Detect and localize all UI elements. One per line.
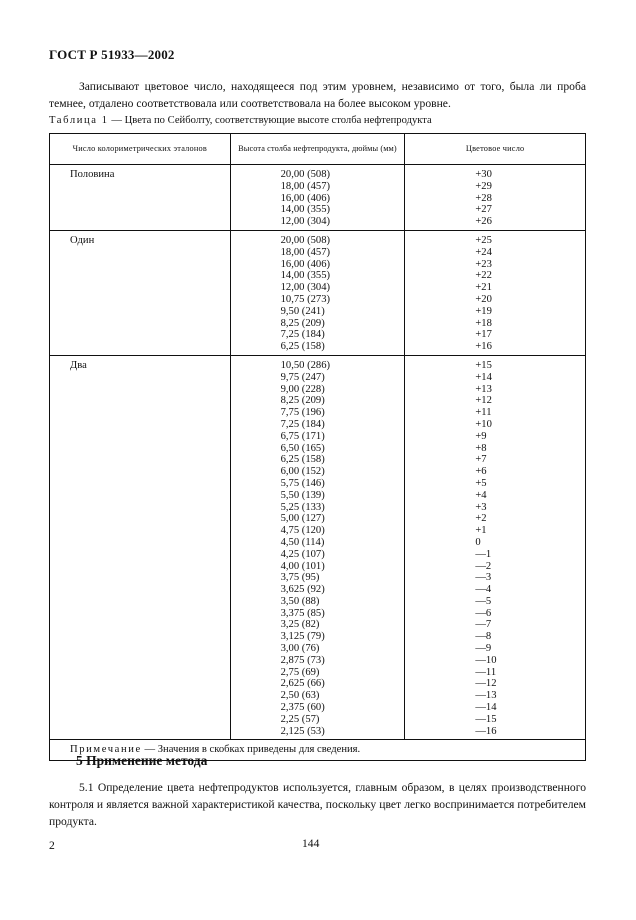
height-value: 6,50 (165)	[280, 442, 325, 454]
height-value: 16,00 (406)	[280, 258, 331, 270]
height-value: 18,00 (457)	[280, 246, 331, 258]
height-value: 4,75 (120)	[280, 525, 325, 537]
height-value: 8,25 (209)	[280, 395, 325, 407]
color-number-value: —1	[475, 548, 492, 560]
group-color-numbers	[405, 355, 586, 740]
height-value: 9,00 (228)	[280, 383, 325, 395]
height-value: 2,50 (63)	[280, 690, 320, 702]
color-number-value: +6	[475, 466, 487, 478]
height-value: 2,625 (66)	[280, 678, 325, 690]
height-value: 18,00 (457)	[280, 180, 331, 192]
color-number-value: +4	[475, 489, 487, 501]
height-value: 3,00 (76)	[280, 643, 320, 655]
color-number-value: —7	[475, 619, 492, 631]
color-number-value: —8	[475, 631, 492, 643]
header-color-number: Цветовое число	[405, 134, 586, 165]
table-group-row	[50, 165, 586, 231]
color-number-value: +20	[475, 293, 492, 305]
color-number-value: +15	[475, 359, 492, 371]
height-value: 20,00 (508)	[280, 234, 331, 246]
height-value: 5,00 (127)	[280, 513, 325, 525]
height-value: 7,25 (184)	[280, 418, 325, 430]
height-value: 6,75 (171)	[280, 430, 325, 442]
section-title: 5 Применение метода	[76, 753, 208, 768]
page-number-center: 144	[302, 837, 320, 850]
color-number-value: +3	[475, 501, 487, 513]
height-value: 4,25 (107)	[280, 548, 325, 560]
intro-paragraph: Записывают цветовое число, находящееся под этим уровнем, независимо от того, была ли проба темнее, отдалено соответствовала или соответствовала на более высоком уровне.	[49, 80, 586, 110]
color-number-value: +29	[475, 180, 492, 192]
color-number-value: +11	[475, 407, 492, 419]
color-number-value: +21	[475, 282, 492, 294]
document-id: ГОСТ Р 51933—2002	[49, 47, 175, 62]
group-label: Один	[50, 230, 231, 355]
height-value: 12,00 (304)	[280, 282, 331, 294]
color-number-value: —15	[475, 713, 497, 725]
table-group-row	[50, 355, 586, 740]
group-label: Два	[50, 355, 231, 740]
height-value: 2,75 (69)	[280, 666, 320, 678]
height-value: 6,00 (152)	[280, 466, 325, 478]
color-number-value: +24	[475, 246, 492, 258]
color-number-value: —11	[475, 666, 497, 678]
table-caption-label: Таблица 1	[49, 115, 109, 126]
color-number-value: +13	[475, 383, 492, 395]
color-number-value: +19	[475, 305, 492, 317]
color-number-value: +28	[475, 192, 492, 204]
color-number-value: —14	[475, 702, 497, 714]
color-number-value: —13	[475, 690, 497, 702]
height-value: 6,25 (158)	[280, 341, 325, 353]
color-number-value: +8	[475, 442, 487, 454]
color-number-value: —12	[475, 678, 497, 690]
table-group-row	[50, 230, 586, 355]
color-number-value: —5	[475, 595, 492, 607]
color-number-value: +27	[475, 204, 492, 216]
color-number-value: 0	[475, 536, 481, 548]
group-heights	[230, 230, 405, 355]
color-number-value: +1	[475, 525, 487, 537]
height-value: 5,75 (146)	[280, 477, 325, 489]
table-note-text: — Значения в скобках приведены для сведения.	[141, 744, 361, 756]
height-value: 3,25 (82)	[280, 619, 320, 631]
table-note-label: Примечание	[70, 744, 142, 756]
height-value: 5,50 (139)	[280, 489, 325, 501]
height-value: 3,625 (92)	[280, 584, 325, 596]
table-header-row	[50, 134, 586, 165]
height-value: 3,125 (79)	[280, 631, 325, 643]
color-number-value: +25	[475, 234, 492, 246]
table-caption-text: — Цвета по Сейболту, соответствующие высоте столба нефтепродукта	[108, 115, 432, 126]
page-number-left: 2	[49, 839, 55, 852]
color-number-value: —16	[475, 725, 497, 737]
header-column-height: Высота столба нефтепродукта, дюймы (мм)	[230, 134, 405, 165]
height-value: 20,00 (508)	[280, 169, 331, 180]
height-value: 2,875 (73)	[280, 654, 325, 666]
height-value: 14,00 (355)	[280, 204, 331, 216]
color-number-value: +10	[475, 418, 492, 430]
seybolt-color-table	[49, 133, 586, 761]
group-heights	[230, 355, 405, 740]
height-value: 10,75 (273)	[280, 293, 331, 305]
color-number-value: —3	[475, 572, 492, 584]
height-value: 9,50 (241)	[280, 305, 325, 317]
group-color-numbers	[405, 165, 586, 231]
height-value: 2,25 (57)	[280, 713, 320, 725]
height-value: 12,00 (304)	[280, 216, 331, 228]
height-value: 10,50 (286)	[280, 359, 331, 371]
group-heights	[230, 165, 405, 231]
height-value: 3,50 (88)	[280, 595, 320, 607]
group-color-numbers	[405, 230, 586, 355]
height-value: 16,00 (406)	[280, 192, 331, 204]
color-number-value: +2	[475, 513, 487, 525]
color-number-value: +14	[475, 371, 492, 383]
height-value: 9,75 (247)	[280, 371, 325, 383]
color-number-value: —9	[475, 643, 492, 655]
color-number-value: —4	[475, 584, 492, 596]
color-number-value: +23	[475, 258, 492, 270]
color-number-value: +22	[475, 270, 492, 282]
section-paragraph: 5.1 Определение цвета нефтепродуктов используется, главным образом, в целях производственного контроля и является важной характеристикой качества, поскольку цвет легко воспринимается потребителем продукта.	[49, 781, 586, 828]
color-number-value: +26	[475, 216, 492, 228]
color-number-value: +18	[475, 317, 492, 329]
color-number-value: +16	[475, 341, 492, 353]
color-number-value: —2	[475, 560, 492, 572]
height-value: 6,25 (158)	[280, 454, 325, 466]
header-standards-count: Число колориметрических эталонов	[50, 134, 231, 165]
color-number-value: —10	[475, 654, 497, 666]
color-number-value: +17	[475, 329, 492, 341]
table-caption	[49, 115, 432, 126]
color-number-value: +7	[475, 454, 487, 466]
height-value: 2,125 (53)	[280, 725, 325, 737]
height-value: 4,50 (114)	[280, 536, 325, 548]
height-value: 3,75 (95)	[280, 572, 320, 584]
height-value: 5,25 (133)	[280, 501, 325, 513]
height-value: 4,00 (101)	[280, 560, 325, 572]
height-value: 8,25 (209)	[280, 317, 325, 329]
color-number-value: —6	[475, 607, 492, 619]
height-value: 3,375 (85)	[280, 607, 325, 619]
height-value: 14,00 (355)	[280, 270, 331, 282]
color-number-value: +12	[475, 395, 492, 407]
table-body	[50, 165, 586, 740]
color-number-value: +30	[475, 169, 492, 180]
color-number-value: +5	[475, 477, 487, 489]
height-value: 7,25 (184)	[280, 329, 325, 341]
group-label: Половина	[50, 165, 231, 231]
height-value: 2,375 (60)	[280, 702, 325, 714]
color-number-value: +9	[475, 430, 487, 442]
height-value: 7,75 (196)	[280, 407, 325, 419]
